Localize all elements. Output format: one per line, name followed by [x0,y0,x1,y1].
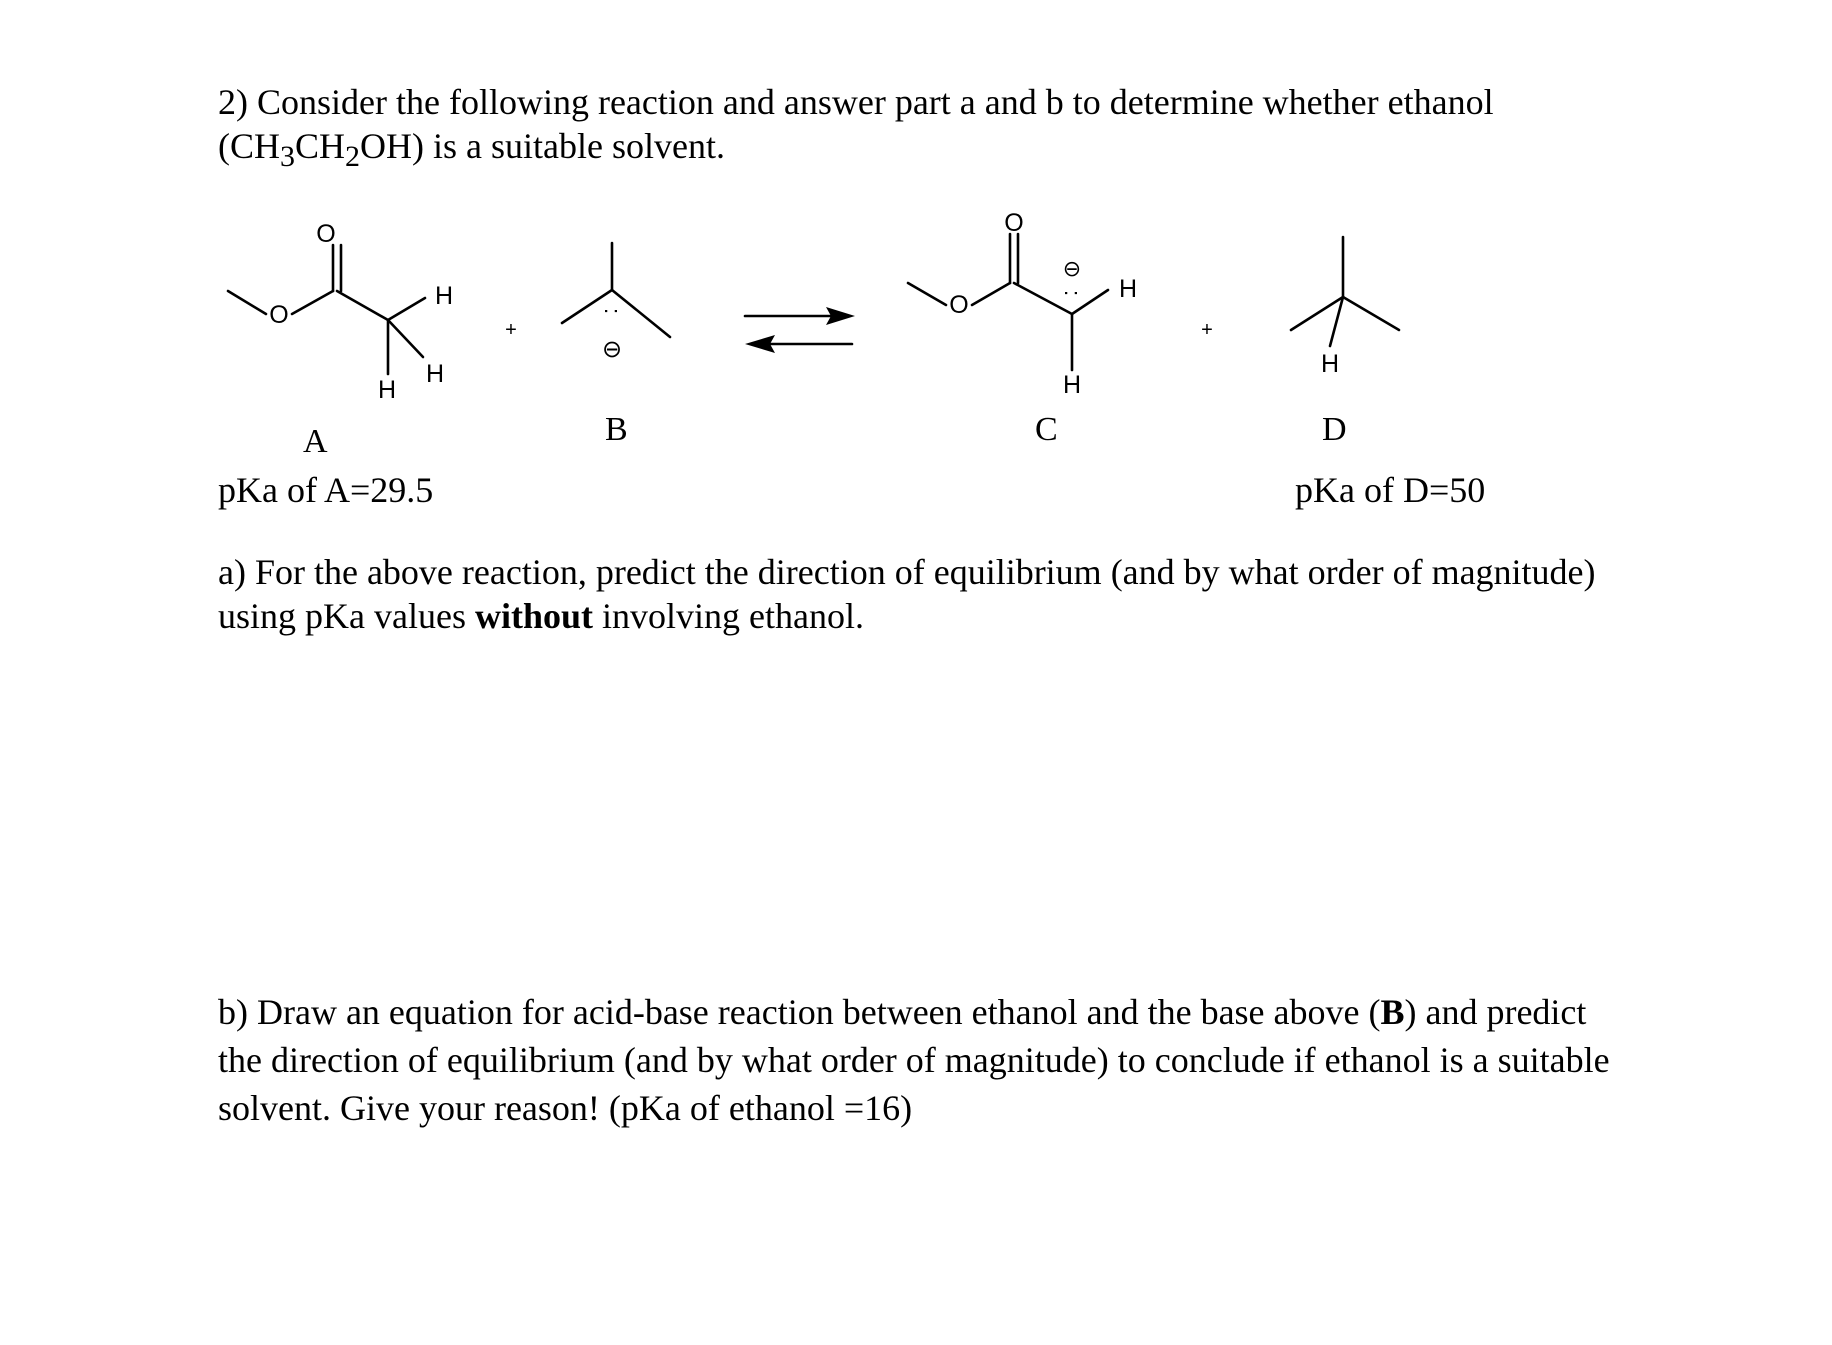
part-a-emphasis: without [474,596,593,636]
pka-d-label: pKa of D=50 [1295,470,1486,510]
c-hydrogen-1: H [1118,275,1138,303]
a-hydrogen-3: H [377,376,397,404]
a-ester-oxygen: O [269,301,289,329]
c-ester-oxygen: O [949,291,969,319]
a-hydrogen-1: H [434,282,454,310]
plus-sign-right: + [1201,319,1213,341]
compound-d-structure [1291,237,1399,346]
pka-a-label: pKa of A=29.5 [218,470,434,510]
c-carbonyl-oxygen: O [1004,209,1024,237]
d-hydrogen: H [1320,350,1340,378]
part-a-question: a) For the above reaction, predict the direction of equilibrium (and by what order of magnitude) using pKa values without involving ethanol. [218,552,1596,636]
compound-b-structure [562,243,670,337]
compound-c-structure [908,234,1108,370]
compound-a-structure [228,245,425,374]
plus-sign-left: + [505,319,517,341]
compound-label-a: A [303,423,328,460]
c-hydrogen-2: H [1062,371,1082,399]
part-b-question: b) Draw an equation for acid-base reaction between ethanol and the base above (B) and predict the direction of equilibrium (and by what order of magnitude) to conclude if ethanol is a suitable solvent. Give your reason! (pKa of ethanol =16) [218,992,1610,1128]
b-negative-charge-icon: ⊖ [601,336,623,363]
c-lone-pair: : [1060,289,1085,297]
reaction-scheme [0,0,1832,460]
compound-label-b: B [605,411,628,448]
question-number: 2) [218,82,248,122]
compound-label-c: C [1035,411,1058,448]
a-hydrogen-2: H [425,360,445,388]
c-negative-charge-icon: ⊖ [1062,256,1082,281]
part-b-emphasis: B [1380,992,1405,1032]
b-lone-pair: : [600,307,625,315]
ethanol-formula: $(CH_3CH_2OH)$ [218,126,424,174]
question-intro-line1: Consider the following reaction and answer part a and b to determine whether ethanol [257,82,1494,122]
a-carbonyl-oxygen: O [316,220,336,248]
compound-label-d: D [1322,411,1347,448]
question-intro-line2: is a suitable solvent. [424,126,725,166]
